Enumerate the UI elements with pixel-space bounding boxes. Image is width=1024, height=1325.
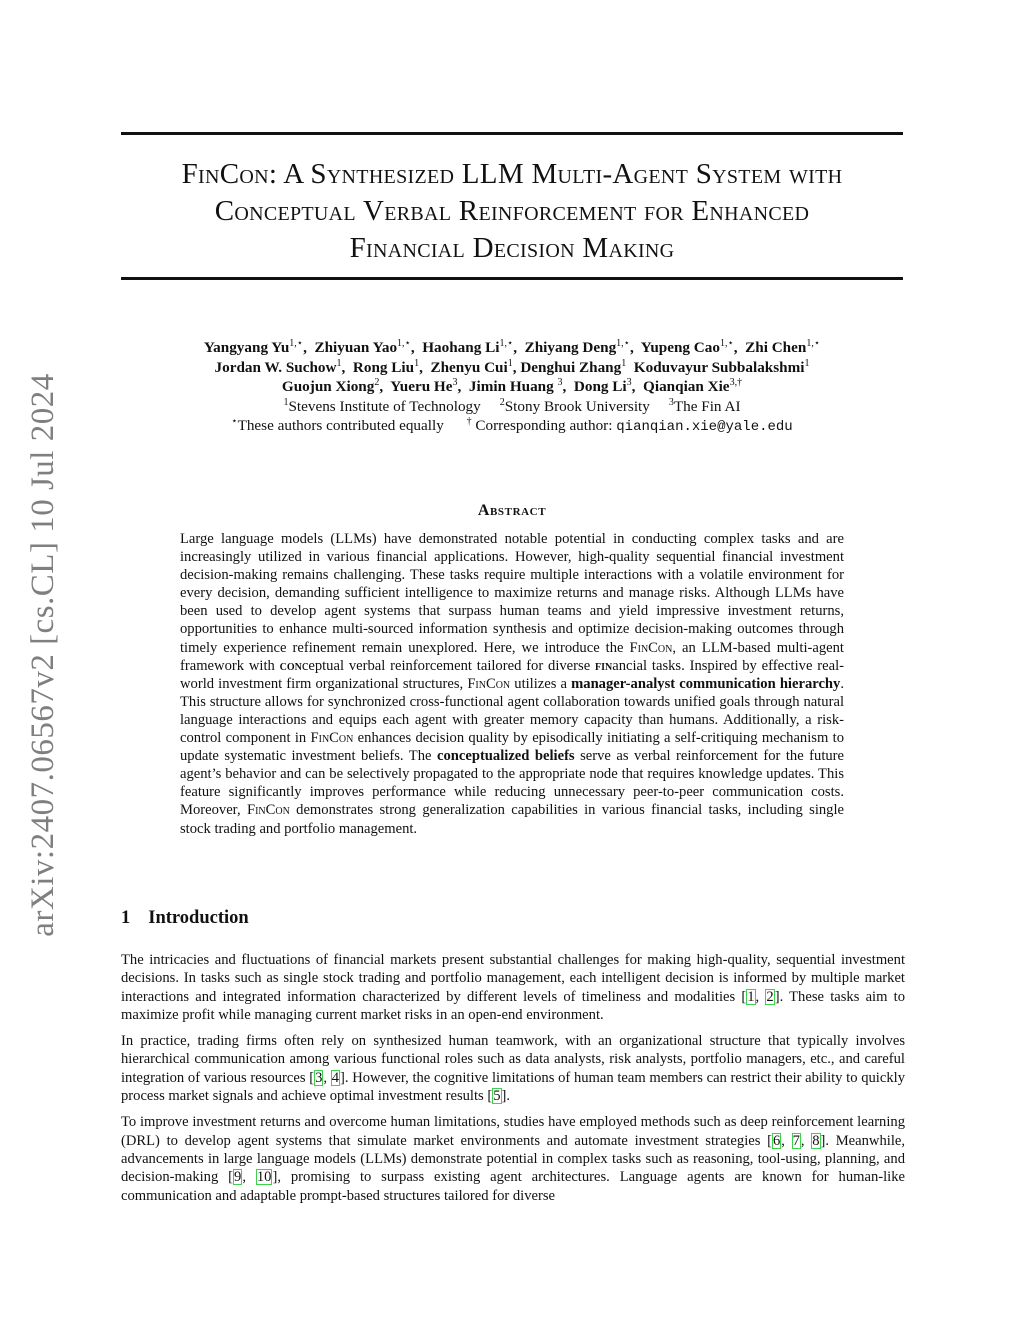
author-name: Haohang Li <box>422 339 500 356</box>
affiliation: The Fin AI <box>673 397 741 415</box>
abstract-text: demonstrates strong generalization capabilities in various financial tasks, including single stock trading and portfolio management. <box>180 802 844 837</box>
author-affil-sup: 1,⋆ <box>616 337 630 349</box>
author-affil-sup: 3 <box>557 376 563 388</box>
author-block <box>121 338 903 438</box>
abstract-text: enhances decision quality by episodically initiating a self-critiquing mechanism to update systematic investment beliefs. The <box>180 730 844 765</box>
fincon-name: FinCon <box>629 639 673 656</box>
arxiv-identifier: arXiv:2407.06567v2 [cs.CL] 10 Jul 2024 <box>25 373 61 937</box>
author-name: Jordan W. Suchow <box>214 358 337 376</box>
citation-link[interactable]: 7 <box>792 1132 800 1149</box>
author-row-2: Jordan W. Suchow$^1$, Rong Liu$^1$, Zhenyu Cui$^1$, Denghui Zhang$^1$ Koduvayur Subbalakshmi$^1$ <box>214 357 810 376</box>
citation-link[interactable]: 8 <box>812 1132 820 1149</box>
author-name: Zhiyuan Yao <box>314 339 398 356</box>
author-name: Qianqian Xie <box>643 378 730 395</box>
author-affil-sup: 1,⋆ <box>397 337 411 349</box>
abstract-heading: Abstract <box>477 502 547 519</box>
author-name: Denghui Zhang <box>520 358 622 376</box>
abstract-text: ceptual verbal reinforcement tailored for diverse <box>301 657 596 674</box>
author-affil-sup: 1 <box>804 357 810 369</box>
equal-contribution-note: These authors contributed equally <box>237 417 444 434</box>
arxiv-sidebar <box>20 369 66 941</box>
paragraph-text: ]. These tasks aim to maximize profit while managing current market risks in an open-end environment. <box>121 988 906 1023</box>
author-name: Zhenyu Cui <box>430 358 508 376</box>
paragraph-text: ]. However, the cognitive limitations of human team members can restrict their ability to quickly process market signals and achieve optimal investment results [ <box>121 1069 905 1105</box>
author-affil-sup: 1 <box>621 357 627 369</box>
paragraph-text: The intricacies and fluctuations of financial markets present substantial challenges for making high-quality, sequential investment decisions. In tasks such as single stock trading and portfolio management, each intelligent decision is informed by multiple market interactions and integrated information characterized by different levels of timeliness and modalities [ <box>121 952 905 1005</box>
fin-emphasis: fin <box>595 657 613 674</box>
abstract-text: Large language models (LLMs) have demonstrated notable potential in conducting complex tasks and are increasingly utilized in various financial applications. However, high-quality sequential financial investment decision-making remains challenging. These tasks require multiple interactions with a volatile environment for every decision, demanding sufficient intelligence to maximize returns and manage risks. Although LLMs have been used to develop agent systems that surpass human teams and yield impressive investment returns, opportunities to enhance multi-sourced information synthesis and optimize decision-making outcomes through timely experience refinement remain unexplored. Here, we introduce the <box>180 531 844 656</box>
author-name: Rong Liu <box>352 358 415 376</box>
citation-link[interactable]: 9 <box>234 1169 242 1186</box>
author-affil-sup: 1,⋆ <box>289 337 304 349</box>
author-affil-sup: 1 <box>414 357 420 369</box>
fincon-name: FinCon <box>467 675 511 692</box>
title-bottom-rule <box>121 277 903 280</box>
author-name: Yupeng Cao <box>640 339 720 356</box>
fincon-name: FinCon <box>310 730 354 747</box>
author-affil-sup: 1,⋆ <box>499 337 514 349</box>
paragraph: In practice, trading firms often rely on synthesized human teamwork, with an organizational structure that typically involves hierarchical communication among various functional roles such as data analysts, risk analysts, portfolio managers, etc., and careful integration of various resources [3, 4]. However, the cognitive limitations of human team members can restrict their ability to quickly process market signals and achieve optimal investment results [5]. <box>121 1033 905 1105</box>
paragraph-text: ], promising to surpass existing agent architectures. Language agents are known for human-like communication and adaptable prompt-based structures tailored for diverse <box>121 1169 906 1204</box>
affiliation: Stony Brook University <box>504 397 650 415</box>
title-line-2: Conceptual Verbal Reinforcement for Enhanced <box>214 195 810 227</box>
introduction-body <box>121 951 905 1213</box>
affiliation: Stevens Institute of Technology <box>288 397 481 415</box>
citation-link[interactable]: 3 <box>315 1069 323 1086</box>
title-line-3: Financial Decision Making <box>349 232 675 264</box>
author-name: Jimin Huang <box>468 378 554 395</box>
author-notes <box>121 416 903 438</box>
abstract-bold-phrase: conceptualized beliefs <box>436 748 575 765</box>
affil-sup: 2 <box>499 396 505 408</box>
author-affil-sup: 3 <box>452 376 458 388</box>
author-name: Guojun Xiong <box>281 378 375 395</box>
abstract-text: utilizes a <box>510 675 572 692</box>
author-name: Zhi Chen <box>745 339 807 356</box>
citation-link[interactable]: 1 <box>747 988 755 1005</box>
corresponding-note: Corresponding author: <box>475 417 613 434</box>
author-row-3: Guojun Xiong$^2$, Yueru He$^3$, Jimin Huang $^3$, Dong Li$^3$, Qianqian Xie$^{3,\dagger}$ <box>281 376 743 395</box>
author-name: Yueru He <box>390 378 453 395</box>
section-heading <box>121 908 249 929</box>
author-row-1: Yangyang $Yu^{1,⋆}$, Zhiyuan Yao$^{1,⋆}$, Haohang $Li^{1,⋆}$, Zhiyang Deng$^{1,⋆}$, Yupeng Cao$^{1,⋆}$, Zhi Chen$^{1,⋆}$ <box>203 337 821 356</box>
author-affil-sup: 1,⋆ <box>719 337 734 349</box>
title-top-rule <box>121 132 903 135</box>
abstract-text: , an LLM-based multi-agent framework with <box>180 639 844 674</box>
citation-link[interactable]: 4 <box>331 1069 340 1086</box>
corresponding-email[interactable]: qianqian.xie@yale.edu <box>616 419 793 435</box>
fincon-name: FinCon <box>246 802 290 819</box>
section-number: 1 <box>121 908 131 928</box>
paragraph-text: ]. <box>501 1088 511 1105</box>
citation-link[interactable]: 5 <box>493 1088 501 1105</box>
paragraph-text: In practice, trading firms often rely on synthesized human teamwork, with an organizational structure that typically involves hierarchical communication among various functional roles such as data analysts, risk analysts, portfolio managers, etc., and careful integration of various resources [ <box>121 1033 905 1086</box>
abstract-bold-phrase: manager-analyst communication hierarchy <box>571 675 841 692</box>
author-name: Koduvayur Subbalakshmi <box>633 358 805 376</box>
paragraph-text: To improve investment returns and overcome human limitations, studies have employed methods such as deep reinforcement learning (DRL) to develop agent systems that simulate market environments and automate investment strategies [ <box>121 1114 905 1149</box>
paper-title <box>121 156 903 267</box>
equal-contribution-mark: ⋆ <box>231 415 238 427</box>
abstract-text: serve as verbal reinforcement for the future agent’s behavior and can be selectively propagated to the appropriate node that requires knowledge updates. This feature significantly improves performance while reducing unnecessary peer-to-peer communication costs. Moreover, <box>180 748 845 819</box>
citation-link[interactable]: 6 <box>772 1132 781 1149</box>
author-name: Zhiyang Deng <box>524 339 617 356</box>
paragraph: To improve investment returns and overcome human limitations, studies have employed methods such as deep reinforcement learning (DRL) to develop agent systems that simulate market environments and automate investment strategies [6, 7, 8]. Meanwhile, advancements in large language models (LLMs) demonstrate potential in complex tasks such as reasoning, tool-using, planning, and decision-making [9, 10], promising to surpass existing agent architectures. Language agents are known for human-like communication and adaptable prompt-based structures tailored for diverse <box>121 1114 906 1204</box>
paragraph-text: ]. Meanwhile, advancements in large language models (LLMs) demonstrate potential in complex tasks such as reasoning, tool-using, planning, and decision-making [ <box>121 1132 906 1186</box>
author-affil-sup: 1 <box>507 357 513 369</box>
abstract-text: . This structure allows for synchronized cross-functional agent collaboration towards unified goals through natural language interactions and equips each agent with greater memory capacity than humans. Additionally, a risk-control component in <box>180 675 845 747</box>
author-name: Dong Li <box>573 378 627 395</box>
abstract-body <box>180 530 844 838</box>
author-affil-sup: 1,⋆ <box>806 337 821 349</box>
affil-sup: 1 <box>283 396 289 408</box>
affil-sup: 3 <box>668 396 674 408</box>
section-title: Introduction <box>148 908 249 928</box>
citation-link[interactable]: 2 <box>766 988 774 1005</box>
corresponding-mark: † <box>466 415 472 427</box>
con-emphasis: con <box>279 657 302 674</box>
author-name: Yangyang Yu <box>203 339 290 356</box>
affiliations <box>121 397 903 417</box>
title-line-1: FinCon: A Synthesized LLM Multi-Agent System with <box>181 158 843 190</box>
author-affil-sup: 3 <box>626 376 632 388</box>
author-affil-sup: 3,† <box>729 376 743 388</box>
author-affil-sup: 1 <box>336 357 342 369</box>
author-affil-sup: 2 <box>374 376 380 388</box>
citation-link[interactable]: 10 <box>256 1169 272 1186</box>
abstract-text: ancial tasks. Inspired by effective real-world investment firm organizational structures, <box>180 657 844 692</box>
paragraph: The intricacies and fluctuations of financial markets present substantial challenges for making high-quality, sequential investment decisions. In tasks such as single stock trading and portfolio management, each intelligent decision is informed by multiple market interactions and integrated information characterized by different levels of timeliness and modalities [1, 2]. These tasks aim to maximize profit while managing current market risks in an open-end environment. <box>121 952 906 1023</box>
